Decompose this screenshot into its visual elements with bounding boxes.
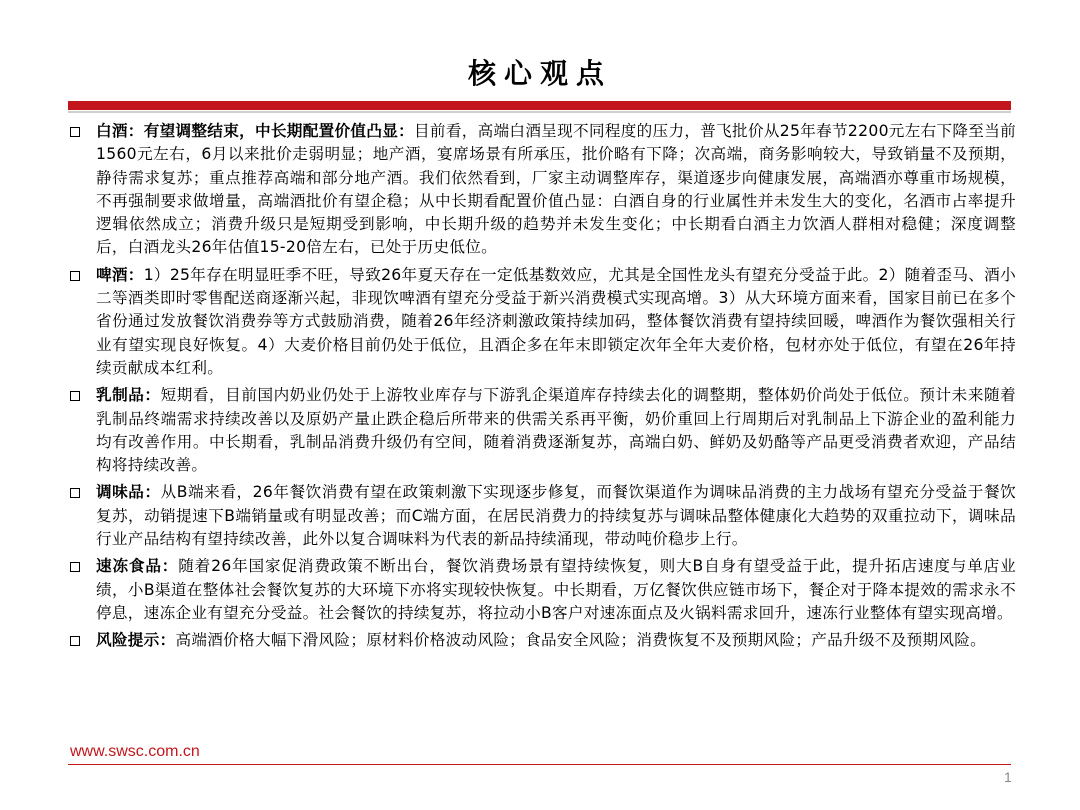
list-item-text bbox=[96, 555, 1016, 625]
key-points-list bbox=[66, 120, 1016, 657]
footer-divider bbox=[68, 764, 1011, 765]
list-item-dairy bbox=[66, 384, 1016, 477]
item-body: 随着26年国家促消费政策不断出台，餐饮消费场景有望持续恢复，则大B自身有望受益于此，提升拓店速度与单店业绩，小B渠道在整体社会餐饮复苏的大环境下亦将实现较快恢复。中长期看，万亿餐饮供应链市场下，餐企对于降本提效的需求永不停息，速冻企业有望充分受益。社会餐饮的持续复苏，将拉动小B客户对速冻面点及火锅料需求回升，速冻行业整体有望实现高增。 bbox=[96, 557, 1016, 622]
list-item-text bbox=[96, 120, 1016, 260]
item-heading: 白酒：有望调整结束，中长期配置价值凸显： bbox=[96, 122, 415, 140]
list-item-risk bbox=[66, 629, 1016, 652]
list-item-text bbox=[96, 629, 1016, 652]
page-number: 1 bbox=[1004, 769, 1012, 785]
item-body: 目前看，高端白酒呈现不同程度的压力，普飞批价从25年春节2200元左右下降至当前1560元左右，6月以来批价走弱明显；地产酒，宴席场景有所承压，批价略有下降；次高端，商务影响较大，导致销量不及预期，静待需求复苏；重点推荐高端和部分地产酒。我们依然看到，厂家主动调整库存，渠道逐步向健康发展，高端酒亦尊重市场规模，不再强制要求做增量，高端酒批价有望企稳；从中长期看配置价值凸显：白酒自身的行业属性并未发生大的变化，名酒市占率提升逻辑依然成立；消费升级只是短期受到影响，中长期升级的趋势并未发生变化；中长期看白酒主力饮酒人群相对稳健；深度调整后，白酒龙头26年估值15-20倍左右，已处于历史低位。 bbox=[96, 122, 1016, 257]
list-item-text bbox=[96, 384, 1016, 477]
footer-website: www.swsc.com.cn bbox=[70, 743, 200, 760]
item-heading: 速冻食品： bbox=[96, 557, 179, 576]
item-body: 1）25年存在明显旺季不旺，导致26年夏天存在一定低基数效应，尤其是全国性龙头有望充分受益于此。2）随着歪马、酒小二等酒类即时零售配送商逐渐兴起，非现饮啤酒有望充分受益于新兴消费模式实现高增。3）从大环境方面来看，国家目前已在多个省份通过发放餐饮消费券等方式鼓励消费，随着26年经济刺激政策持续加码，整体餐饮消费有望持续回暖，啤酒作为餐饮强相关行业有望实现良好恢复。4）大麦价格目前仍处于低位，且酒企多在年末即锁定次年全年大麦价格，包材亦处于低位，有望在26年持续贡献成本红利。 bbox=[96, 265, 1016, 377]
item-body: 短期看，目前国内奶业仍处于上游牧业库存与下游乳企渠道库存持续去化的调整期，整体奶价尚处于低位。预计未来随着乳制品终端需求持续改善以及原奶产量止跌企稳后所带来的供需关系再平衡，奶价重回上行周期后对乳制品上下游企业的盈利能力均有改善作用。中长期看，乳制品消费升级仍有空间，随着消费逐渐复苏，高端白奶、鲜奶及奶酪等产品更受消费者欢迎，产品结构将持续改善。 bbox=[96, 386, 1017, 475]
item-heading: 调味品： bbox=[96, 483, 161, 502]
item-body: 高端酒价格大幅下滑风险；原材料价格波动风险；食品安全风险；消费恢复不及预期风险；产品升级不及预期风险。 bbox=[175, 631, 987, 650]
item-heading: 乳制品： bbox=[96, 386, 161, 405]
list-item-text bbox=[96, 264, 1016, 380]
square-bullet-icon bbox=[70, 562, 80, 572]
title-divider-gray bbox=[68, 111, 1011, 113]
list-item-baijiu bbox=[66, 120, 1016, 260]
list-item-text bbox=[96, 481, 1016, 551]
square-bullet-icon bbox=[70, 391, 80, 401]
list-item-condiments bbox=[66, 481, 1016, 551]
list-item-beer bbox=[66, 264, 1016, 380]
list-item-frozen-food bbox=[66, 555, 1016, 625]
page-title: 核心观点 bbox=[467, 57, 612, 90]
square-bullet-icon bbox=[70, 271, 80, 281]
square-bullet-icon bbox=[70, 127, 80, 137]
square-bullet-icon bbox=[70, 636, 80, 646]
square-bullet-icon bbox=[70, 488, 80, 498]
item-heading: 啤酒： bbox=[96, 265, 144, 284]
item-body: 从B端来看，26年餐饮消费有望在政策刺激下实现逐步修复，而餐饮渠道作为调味品消费的主力战场有望充分受益于餐饮复苏，动销提速下B端销量或有明显改善；而C端方面，在居民消费力的持续复苏与调味品整体健康化大趋势的双重拉动下，调味品行业产品结构有望持续改善，此外以复合调味料为代表的新品持续涌现，带动吨价稳步上行。 bbox=[96, 483, 1016, 549]
item-heading: 风险提示： bbox=[96, 631, 176, 650]
title-divider-red bbox=[68, 101, 1011, 110]
